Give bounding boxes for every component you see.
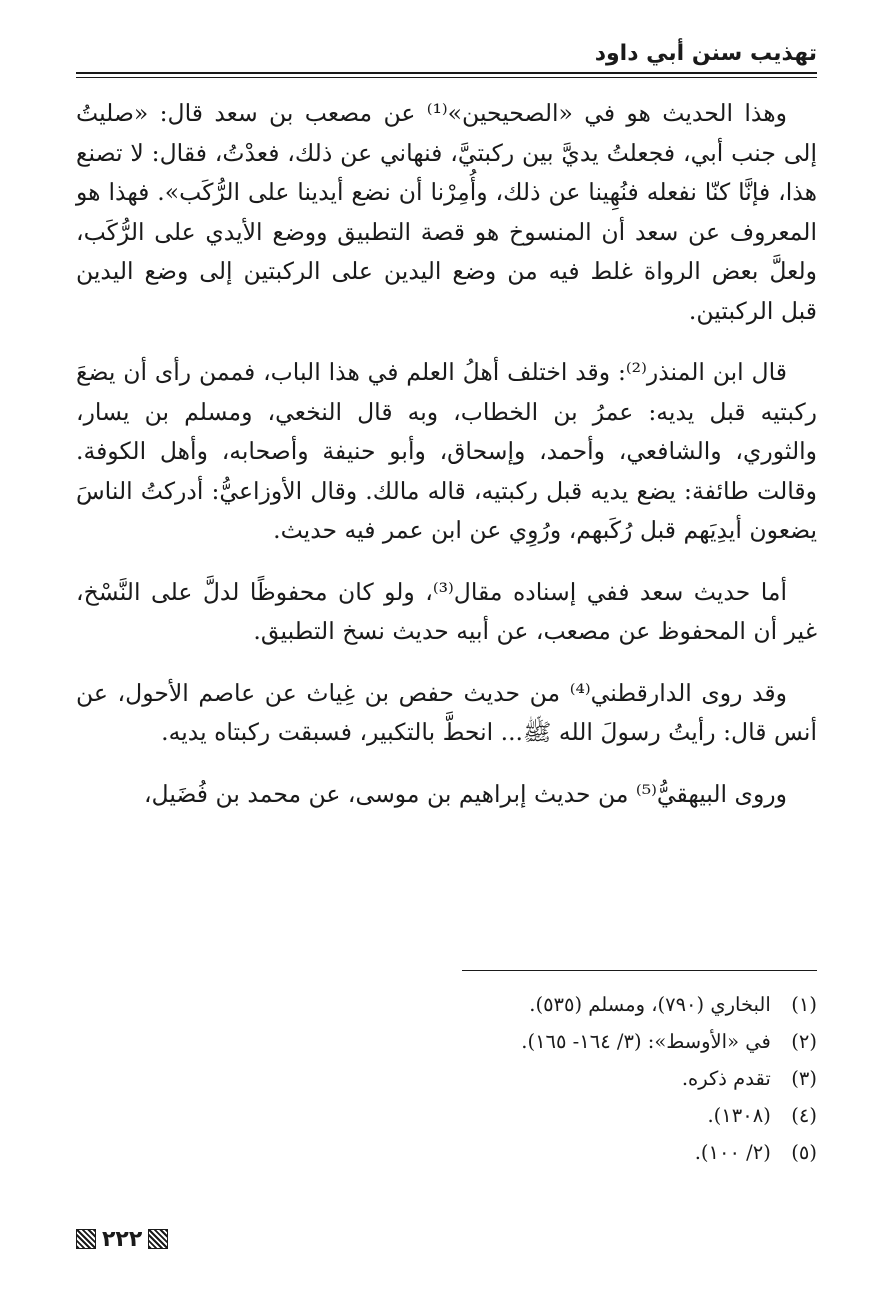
footnote-number: (٤) [791,1104,817,1127]
header-rule-thin [76,77,817,78]
page-number-block [76,1224,168,1254]
paragraph: قال ابن المنذر⁽²⁾: وقد اختلف أهلُ العلم في هذا الباب، فممن رأى أن يضعَ ركبتيه قبل يديه: عمرُ بن الخطاب، وبه قال النخعي، ومسلم بن يسار، والثوري، والشافعي، وأحمد، وإسحاق، وأبو حنيفة وأصحابه، وأهل الكوفة. وقالت طائفة: يضع يديه قبل ركبتيه، قاله مالك. وقال الأوزاعيُّ: أدركتُ الناسَ يضعون أيدِيَهم قبل رُكَبهم، ورُوِي عن ابن عمر فيه حديث. [76,358,817,544]
footnote-text: تقدم ذكره. [681,1067,771,1090]
footnote-text: البخاري (٧٩٠)، ومسلم (٥٣٥). [529,993,771,1016]
footnote [76,1134,817,1171]
footnote [76,1023,817,1060]
header-rule-thick [76,72,817,74]
paragraph: أما حديث سعد ففي إسناده مقال⁽³⁾، ولو كان محفوظًا لدلَّ على النَّسْخ، غير أن المحفوظ عن مصعب، عن أبيه حديث نسخ التطبيق. [76,577,817,645]
ornament-icon [148,1229,168,1249]
page-number: ٢٢٢ [102,1226,143,1252]
footnote-text: في «الأوسط»: (٣/ ١٦٤- ١٦٥). [521,1030,771,1053]
footnote-text: (١٣٠٨). [707,1104,771,1127]
paragraph: وروى البيهقيُّ⁽⁵⁾ من حديث إبراهيم بن موسى، عن محمد بن فُضَيل، [143,779,787,808]
main-text [76,94,817,814]
footnote [76,1060,817,1097]
running-header [70,34,817,74]
footnote [76,1097,817,1134]
footnote-number: (٢) [791,1030,817,1053]
footnotes [76,986,817,1171]
footnote-number: (٣) [791,1067,817,1090]
book-title: تهذيب سنن أبي داود [594,41,817,66]
footnote [76,986,817,1023]
paragraph: وقد روى الدارقطني⁽⁴⁾ من حديث حفص بن غِياث عن عاصم الأحول، عن أنس قال: رأيتُ رسولَ الله ﷺ... انحطَّ بالتكبير، فسبقت ركبتاه يديه. [76,678,817,746]
footnote-number: (٥) [791,1141,817,1164]
footnote-text: (٢/ ١٠٠). [694,1141,771,1164]
footnote-number: (١) [791,993,817,1016]
ornament-icon [76,1229,96,1249]
footnote-rule [462,970,817,971]
paragraph: وهذا الحديث هو في «الصحيحين»⁽¹⁾ عن مصعب بن سعد قال: «صليتُ إلى جنب أبي، فجعلتُ يديَّ بين ركبتيَّ، فنهاني عن ذلك، فعدْتُ، فقال: لا تصنع هذا، فإنَّا كنّا نفعله فنُهِينا عن ذلك، وأُمِرْنا أن نضع أيدينا على الرُّكَب». فهذا هو المعروف عن سعد أن المنسوخ هو قصة التطبيق ووضع الأيدي على الرُّكَب، ولعلَّ بعض الرواة غلط فيه من وضع اليدين على الركبتين إلى وضع اليدين قبل الركبتين. [76,99,817,325]
